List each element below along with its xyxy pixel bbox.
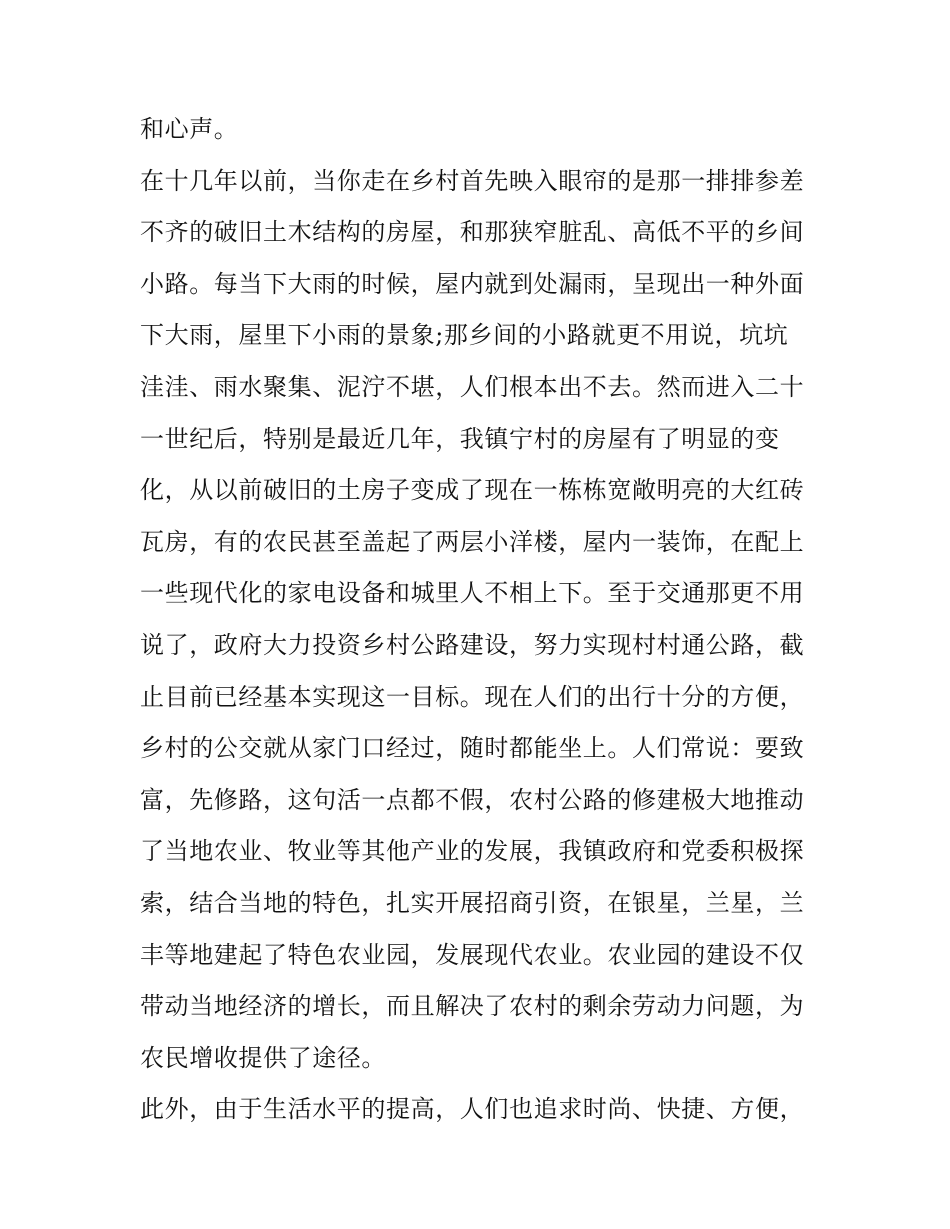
text-line: 瓦房，有的农民甚至盖起了两层小洋楼，屋内一装饰，在配上 (140, 527, 805, 556)
text-line: 乡村的公交就从家门口经过，随时都能坐上。人们常说：要致 (140, 734, 805, 763)
text-line: 一世纪后，特别是最近几年，我镇宁村的房屋有了明显的变 (140, 424, 780, 453)
text-line: 了当地农业、牧业等其他产业的发展，我镇政府和党委积极探 (140, 837, 805, 866)
text-line: 洼洼、雨水聚集、泥泞不堪，人们根本出不去。然而进入二十 (140, 372, 805, 401)
text-line: 在十几年以前，当你走在乡村首先映入眼帘的是那一排排参差 (140, 166, 805, 195)
text-line: 小路。每当下大雨的时候，屋内就到处漏雨，呈现出一种外面 (140, 269, 805, 298)
text-line: 丰等地建起了特色农业园，发展现代农业。农业园的建设不仅 (140, 940, 805, 969)
text-line: 富，先修路，这句活一点都不假，农村公路的修建极大地推动 (140, 785, 805, 814)
text-line: 此外，由于生活水平的提高，人们也追求时尚、快捷、方便， (140, 1095, 805, 1124)
text-line: 索，结合当地的特色，扎实开展招商引资，在银星，兰星，兰 (140, 888, 805, 917)
text-line: 下大雨，屋里下小雨的景象;那乡间的小路就更不用说，坑坑 (140, 321, 789, 350)
text-line: 和心声。 (140, 115, 239, 143)
text-line: 一些现代化的家电设备和城里人不相上下。至于交通那更不用 (140, 579, 805, 608)
text-line: 止目前已经基本实现这一目标。现在人们的出行十分的方便， (140, 682, 805, 711)
body-text (140, 104, 820, 1136)
text-line: 带动当地经济的增长，而且解决了农村的剩余劳动力问题，为 (140, 992, 805, 1021)
text-line: 农民增收提供了途径。 (140, 1043, 386, 1072)
text-line: 说了，政府大力投资乡村公路建设，努力实现村村通公路，截 (140, 630, 805, 659)
text-line: 不齐的破旧土木结构的房屋，和那狭窄脏乱、高低不平的乡间 (140, 218, 805, 247)
text-line: 化，从以前破旧的土房子变成了现在一栋栋宽敞明亮的大红砖 (140, 476, 805, 505)
